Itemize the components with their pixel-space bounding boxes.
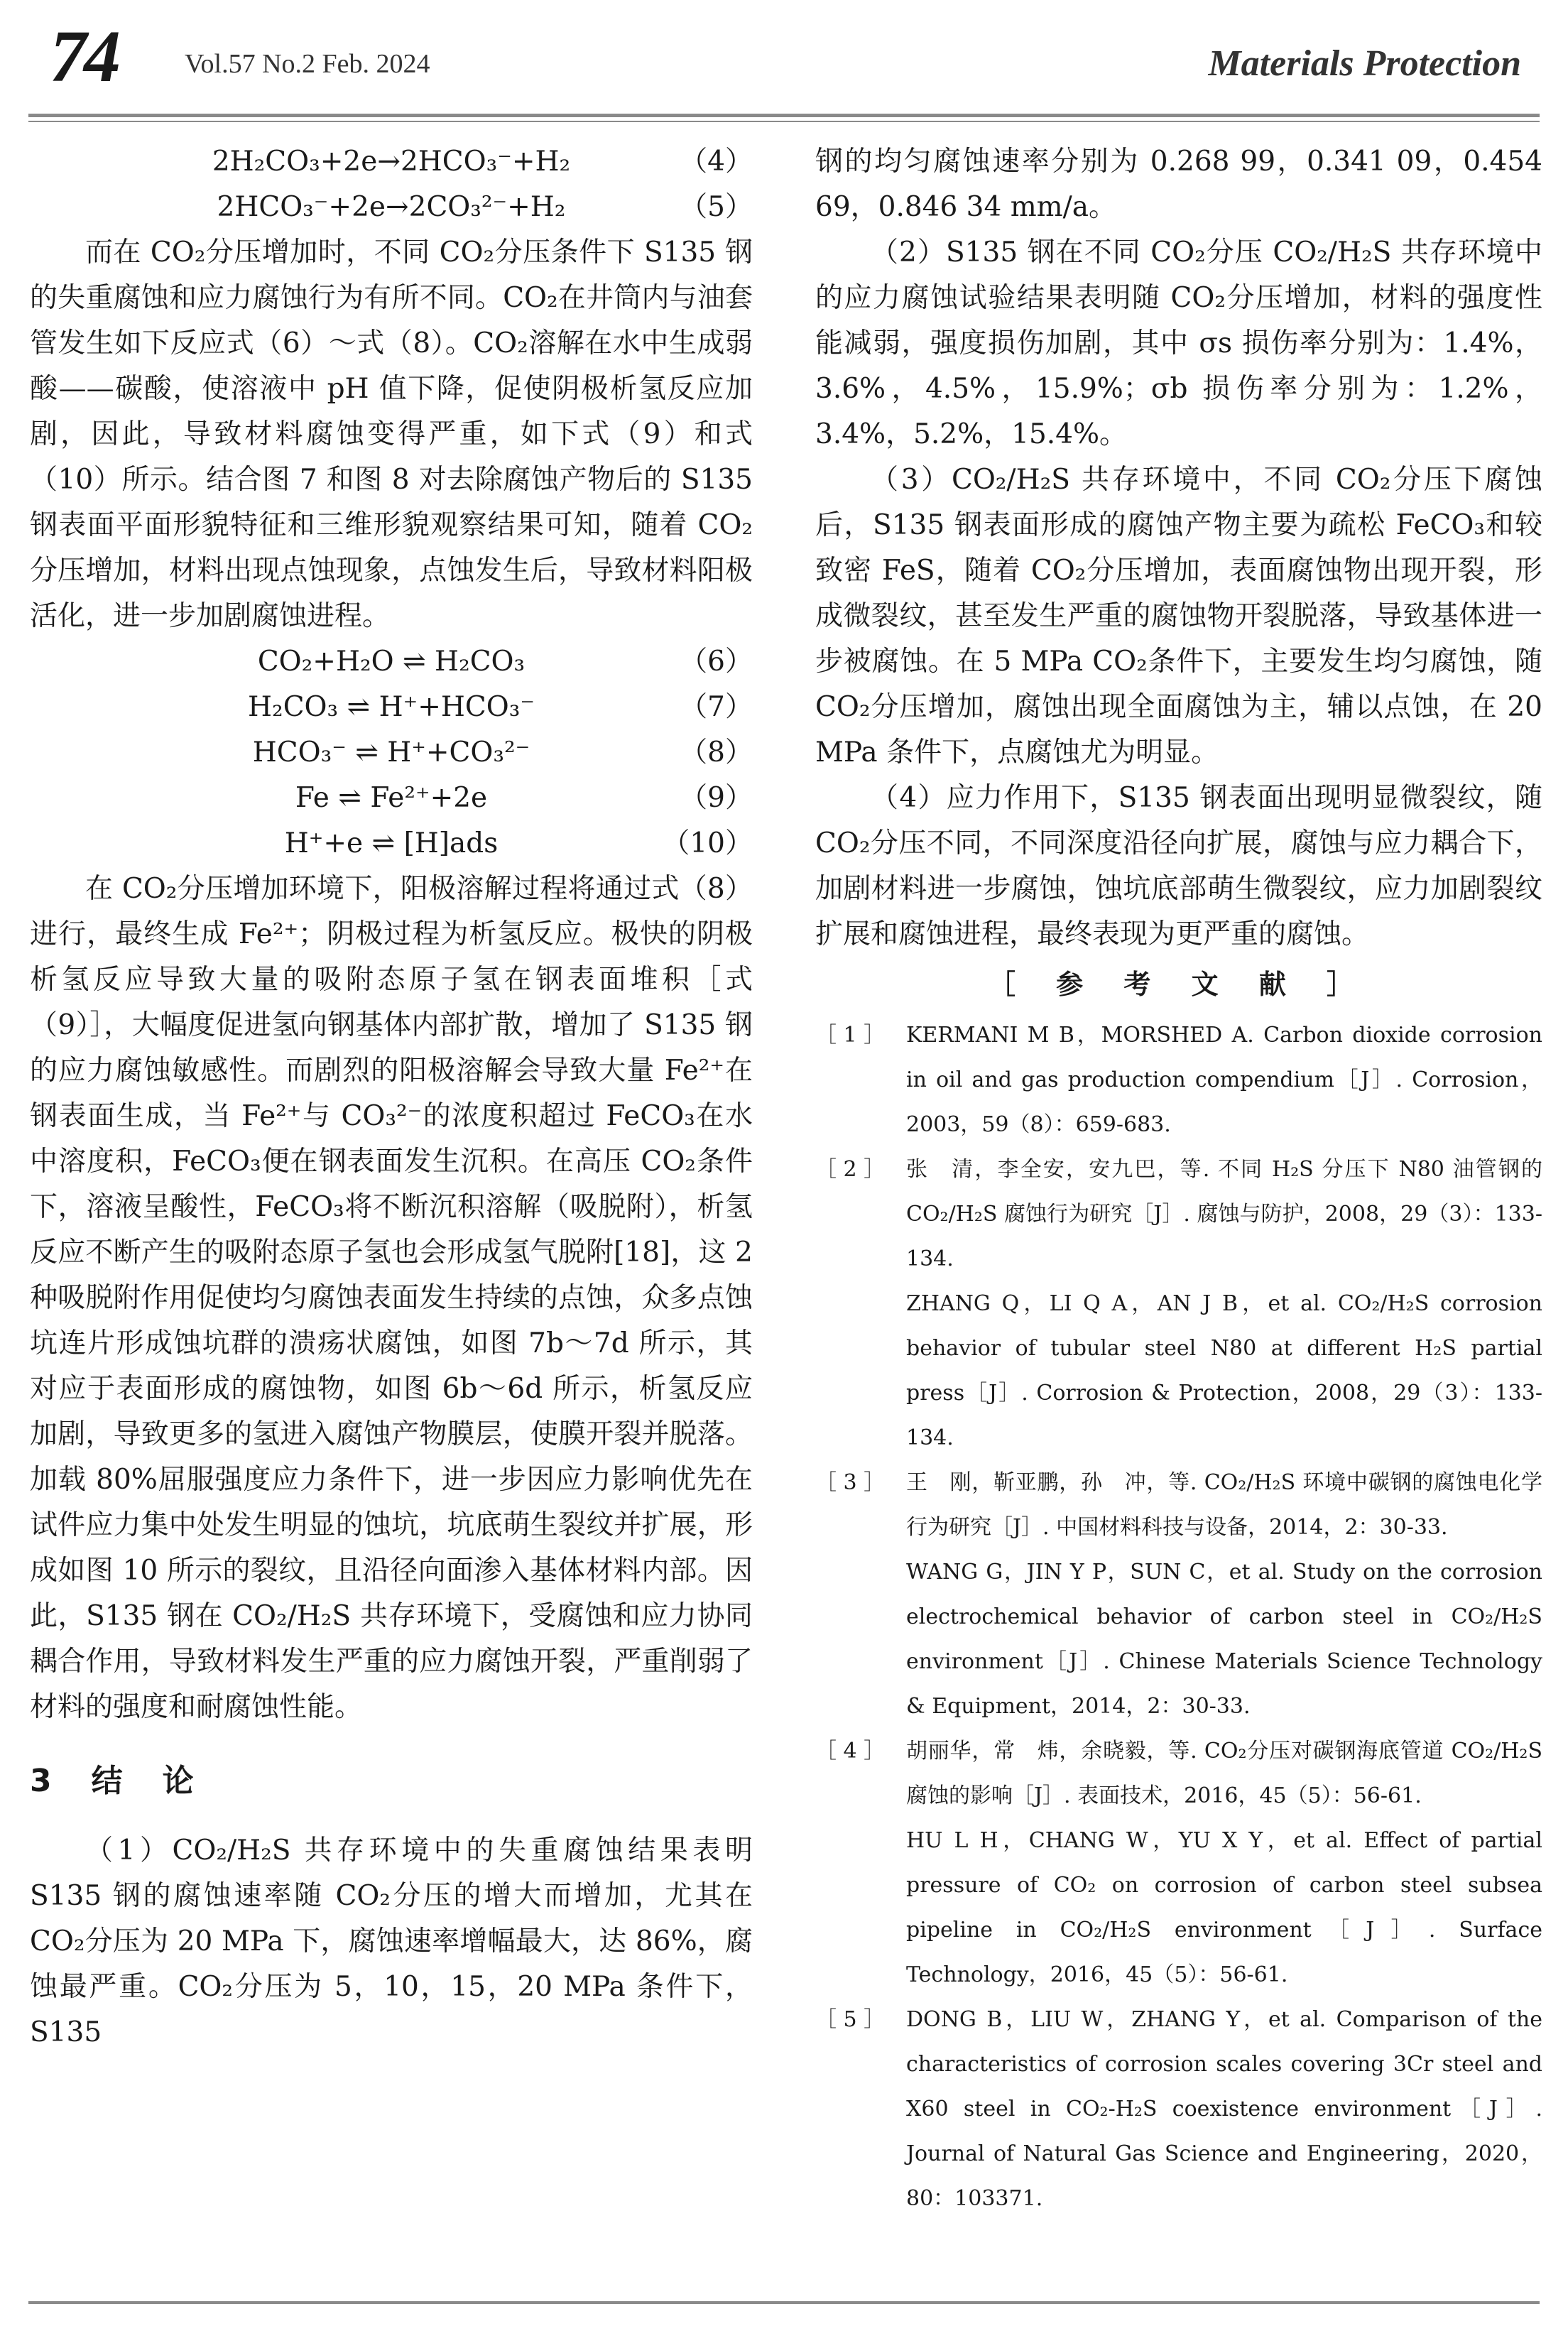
equation-4	[30, 139, 753, 185]
reference-number: ［ 1 ］	[815, 1023, 886, 1048]
reference-text: 胡丽华，常 炜，余晓毅，等. CO₂分压对碳钢海底管道 CO₂/H₂S 腐蚀的影响［J］. 表面技术，2016，45（5）：56-61.	[906, 1739, 1542, 1808]
equation-number: （7）	[680, 691, 753, 723]
reference-item	[815, 1997, 1542, 2221]
equation-expr: 2HCO₃⁻+2e→2CO₃²⁻+H₂	[217, 191, 566, 223]
paragraph-anodic-process: 在 CO₂分压增加环境下，阳极溶解过程将通过式（8）进行，最终生成 Fe²⁺；阴极过程为析氢反应。极快的阴极析氢反应导致大量的吸附态原子氢在钢表面堆积［式（9）］，大幅度促进氢向钢基体内部扩散，增加了 S135 钢的应力腐蚀敏感性。而剧烈的阳极溶解会导致大量 Fe²⁺在钢表面生成，当 Fe²⁺与 CO₃²⁻的浓度积超过 FeCO₃在水中溶度积，FeCO₃便在钢表面发生沉积。在高压 CO₂条件下，溶液呈酸性，FeCO₃将不断沉积溶解（吸脱附），析氢反应不断产生的吸附态原子氢也会形成氢气脱附[18]，这 2 种吸脱附作用促使均匀腐蚀表面发生持续的点蚀，众多点蚀坑连片形成蚀坑群的溃疡状腐蚀，如图 7b～7d 所示，其对应于表面形成的腐蚀物，如图 6b～6d 所示，析氢反应加剧，导致更多的氢进入腐蚀产物膜层，使膜开裂并脱落。加载 80%屈服强度应力条件下，进一步因应力影响优先在试件应力集中处发生明显的蚀坑，坑底萌生裂纹并扩展，形成如图 10 所示的裂纹，且沿径向面渗入基体材料内部。因此，S135 钢在 CO₂/H₂S 共存环境下，受腐蚀和应力协同耦合作用，导致材料发生严重的应力腐蚀开裂，严重削弱了材料的强度和耐腐蚀性能。	[30, 873, 753, 1723]
reference-item	[815, 1460, 1542, 1550]
issue-info: Vol.57 No.2 Feb. 2024	[185, 49, 430, 79]
equation-expr: Fe ⇌ Fe²⁺+2e	[295, 782, 488, 814]
reference-item	[815, 1013, 1542, 1147]
equation-number: （6）	[680, 646, 753, 678]
equation-9	[30, 776, 753, 821]
equation-10	[30, 821, 753, 866]
conclusion-1: （1）CO₂/H₂S 共存环境中的失重腐蚀结果表明 S135 钢的腐蚀速率随 CO₂分压的增大而增加，尤其在 CO₂分压为 20 MPa 下，腐蚀速率增幅最大，达 86%，腐蚀最严重。CO₂分压为 5，10，15，20 MPa 条件下，S135	[30, 1835, 753, 2048]
reference-text: 王 刚，靳亚鹏，孙 冲，等. CO₂/H₂S 环境中碳钢的腐蚀电化学行为研究［J］. 中国材料科技与设备，2014，2：30-33.	[906, 1470, 1542, 1540]
reference-text: KERMANI M B，MORSHED A. Carbon dioxide corrosion in oil and gas production compendium［J］. Corrosion，2003，59（8）：659-683.	[906, 1023, 1542, 1137]
reference-number: ［ 3 ］	[815, 1470, 886, 1495]
equation-expr: 2H₂CO₃+2e→2HCO₃⁻+H₂	[212, 146, 571, 178]
equation-5	[30, 185, 753, 230]
page-number: 74	[50, 16, 118, 97]
reference-text: 张 清，李全安，安九巴，等. 不同 H₂S 分压下 N80 油管钢的 CO₂/H₂S 腐蚀行为研究［J］. 腐蚀与防护，2008，29（3）：133-134.	[906, 1157, 1542, 1271]
right-column	[815, 139, 1542, 2221]
equation-expr: HCO₃⁻ ⇌ H⁺+CO₃²⁻	[252, 737, 530, 768]
equation-6	[30, 639, 753, 685]
conclusion-3: （3）CO₂/H₂S 共存环境中，不同 CO₂分压下腐蚀后，S135 钢表面形成的腐蚀产物主要为疏松 FeCO₃和较致密 FeS，随着 CO₂分压增加，表面腐蚀物出现开裂，形成微裂纹，甚至发生严重的腐蚀物开裂脱落，导致基体进一步被腐蚀。在 5 MPa CO₂条件下，主要发生均匀腐蚀，随 CO₂分压增加，腐蚀出现全面腐蚀为主，辅以点蚀，在 20 MPa 条件下，点腐蚀尤为明显。	[815, 464, 1542, 768]
equation-7	[30, 685, 753, 730]
references-heading: ［ 参 考 文 献 ］	[988, 969, 1370, 1000]
equation-8	[30, 730, 753, 776]
equation-number: （10）	[662, 827, 753, 859]
reference-list	[815, 1013, 1542, 2221]
header-divider	[28, 114, 1540, 117]
equation-expr: H₂CO₃ ⇌ H⁺+HCO₃⁻	[248, 691, 535, 723]
reference-text: DONG B，LIU W，ZHANG Y，et al. Comparison of the characteristics of corrosion scales covering 3Cr steel and X60 steel in CO₂-H₂S coexistence environment［J］. Journal of Natural Gas Science and Engineering，2020，80：103371.	[906, 2007, 1542, 2211]
conclusion-2: （2）S135 钢在不同 CO₂分压 CO₂/H₂S 共存环境中的应力腐蚀试验结果表明随 CO₂分压增加，材料的强度性能减弱，强度损伤加剧，其中 σs 损伤率分别为：1.4%，3.6%，4.5%，15.9%；σb 损伤率分别为：1.2%，3.4%，5.2%，15.4%。	[815, 237, 1542, 450]
header-divider-thin	[28, 121, 1540, 122]
equation-number: （4）	[680, 146, 753, 178]
equation-number: （9）	[680, 782, 753, 814]
conclusion-4: （4）应力作用下，S135 钢表面出现明显微裂纹，随 CO₂分压不同，不同深度沿径向扩展，腐蚀与应力耦合下，加剧材料进一步腐蚀，蚀坑底部萌生微裂纹，应力加剧裂纹扩展和腐蚀进程，最终表现为更严重的腐蚀。	[815, 782, 1542, 950]
equation-expr: H⁺+e ⇌ [H]ads	[284, 827, 499, 859]
left-column	[30, 139, 753, 2055]
equation-number: （5）	[680, 191, 753, 223]
footer-divider	[28, 2301, 1540, 2304]
reference-item	[815, 1729, 1542, 1818]
conclusion-1-continued: 钢的均匀腐蚀速率分别为 0.268 99，0.341 09，0.454 69，0.846 34 mm/a。	[815, 146, 1542, 223]
reference-number: ［ 5 ］	[815, 2007, 886, 2032]
paragraph-co2-pressure: 而在 CO₂分压增加时，不同 CO₂分压条件下 S135 钢的失重腐蚀和应力腐蚀行为有所不同。CO₂在井筒内与油套管发生如下反应式（6）～式（8）。CO₂溶解在水中生成弱酸——碳酸，使溶液中 pH 值下降，促使阴极析氢反应加剧，因此，导致材料腐蚀变得严重，如下式（9）和式（10）所示。结合图 7 和图 8 对去除腐蚀产物后的 S135 钢表面平面形貌特征和三维形貌观察结果可知，随着 CO₂分压增加，材料出现点蚀现象，点蚀发生后，导致材料阳极活化，进一步加剧腐蚀进程。	[30, 237, 753, 632]
reference-translation: HU L H，CHANG W，YU X Y，et al. Effect of partial pressure of CO₂ on corrosion of carbon steel subsea pipeline in CO₂/H₂S environment［J］. Surface Technology，2016，45（5）：56-61.	[906, 1828, 1542, 1987]
section-heading-conclusions: 3 结 论	[30, 1763, 198, 1799]
journal-name: Materials Protection	[1208, 43, 1521, 84]
reference-number: ［ 2 ］	[815, 1157, 886, 1182]
reference-translation: ZHANG Q，LI Q A，AN J B，et al. CO₂/H₂S corrosion behavior of tubular steel N80 at different H₂S partial press［J］. Corrosion & Protection，2008，29（3）：133-134.	[906, 1291, 1542, 1450]
equation-number: （8）	[680, 737, 753, 768]
reference-translation: WANG G，JIN Y P，SUN C，et al. Study on the corrosion electrochemical behavior of carbon steel in CO₂/H₂S environment［J］. Chinese Materials Science Technology & Equipment，2014，2：30-33.	[906, 1560, 1542, 1719]
reference-item	[815, 1147, 1542, 1281]
equation-expr: CO₂+H₂O ⇌ H₂CO₃	[257, 646, 526, 678]
reference-number: ［ 4 ］	[815, 1739, 886, 1764]
